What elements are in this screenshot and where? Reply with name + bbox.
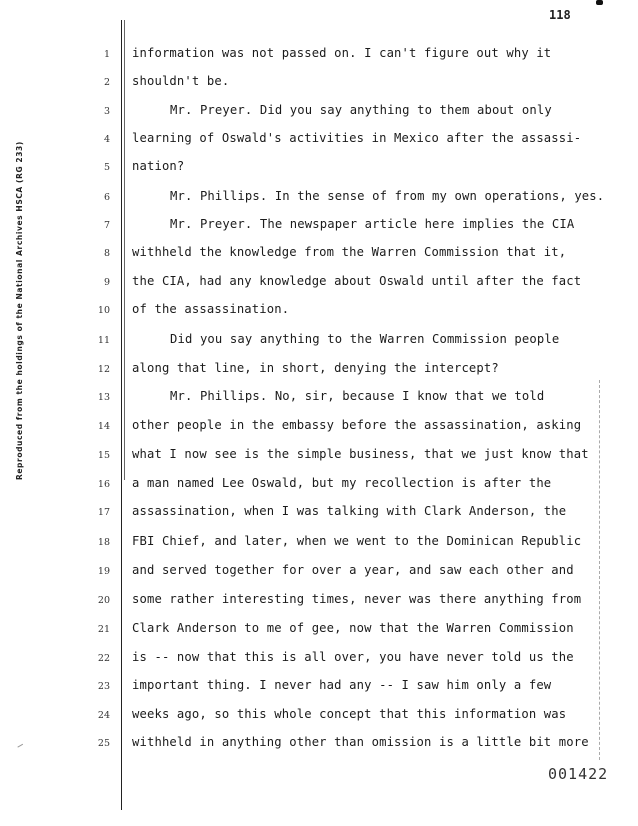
corner-ink-speck bbox=[596, 0, 603, 5]
line-number: 23 bbox=[97, 681, 110, 692]
transcript-line: Clark Anderson to me of gee, now that the Warren Commission bbox=[132, 621, 574, 635]
transcript-line: of the assassination. bbox=[132, 302, 290, 316]
line-number: 4 bbox=[103, 134, 110, 145]
transcript-line: Mr. Phillips. In the sense of from my own operations, yes. bbox=[170, 189, 605, 203]
line-number: 22 bbox=[97, 653, 110, 664]
transcript-line: a man named Lee Oswald, but my recollection is after the bbox=[132, 476, 552, 490]
transcript-line: nation? bbox=[132, 159, 185, 173]
transcript-line: assassination, when I was talking with Clark Anderson, the bbox=[132, 504, 567, 518]
transcript-line: withheld in anything other than omission is a little bit more bbox=[132, 735, 589, 749]
margin-rule-inner bbox=[124, 20, 125, 480]
line-number: 6 bbox=[103, 192, 110, 203]
line-number: 17 bbox=[97, 507, 110, 518]
right-margin-rule bbox=[599, 380, 600, 760]
transcript-line: withheld the knowledge from the Warren Commission that it, bbox=[132, 245, 567, 259]
line-number: 2 bbox=[103, 77, 110, 88]
line-number: 9 bbox=[103, 277, 110, 288]
transcript-line: FBI Chief, and later, when we went to the Dominican Republic bbox=[132, 534, 582, 548]
ink-smudge bbox=[17, 744, 24, 750]
transcript-line: information was not passed on. I can't figure out why it bbox=[132, 46, 552, 60]
margin-rule bbox=[121, 20, 122, 810]
line-number: 14 bbox=[97, 421, 110, 432]
archive-margin-note: Reproduced from the holdings of the National Archives HSCA (RG 233) bbox=[15, 141, 24, 480]
transcript-line: along that line, in short, denying the intercept? bbox=[132, 361, 499, 375]
line-number: 20 bbox=[97, 595, 110, 606]
line-number: 16 bbox=[97, 479, 110, 490]
line-number: 24 bbox=[97, 710, 110, 721]
transcript-line: learning of Oswald's activities in Mexico after the assassi- bbox=[132, 131, 582, 145]
line-number: 1 bbox=[103, 49, 110, 60]
transcript-line: other people in the embassy before the assassination, asking bbox=[132, 418, 582, 432]
transcript-line: what I now see is the simple business, that we just know that bbox=[132, 447, 589, 461]
line-number: 15 bbox=[97, 450, 110, 461]
transcript-line: Mr. Preyer. Did you say anything to them about only bbox=[170, 103, 552, 117]
document-id-stamp: 001422 bbox=[548, 765, 609, 783]
transcript-line: shouldn't be. bbox=[132, 74, 230, 88]
transcript-line: Mr. Preyer. The newspaper article here implies the CIA bbox=[170, 217, 575, 231]
page-number: 118 bbox=[549, 8, 571, 22]
line-number: 10 bbox=[97, 305, 110, 316]
line-number: 7 bbox=[103, 220, 110, 231]
line-number: 18 bbox=[97, 537, 110, 548]
line-number: 11 bbox=[97, 335, 110, 346]
transcript-line: some rather interesting times, never was there anything from bbox=[132, 592, 582, 606]
line-number: 21 bbox=[97, 624, 110, 635]
transcript-line: the CIA, had any knowledge about Oswald until after the fact bbox=[132, 274, 582, 288]
line-number: 3 bbox=[103, 106, 110, 117]
line-number: 12 bbox=[97, 364, 110, 375]
transcript-line: Mr. Phillips. No, sir, because I know that we told bbox=[170, 389, 545, 403]
line-number: 5 bbox=[103, 162, 110, 173]
transcript-line: Did you say anything to the Warren Commission people bbox=[170, 332, 560, 346]
transcript-line: weeks ago, so this whole concept that this information was bbox=[132, 707, 567, 721]
transcript-line: important thing. I never had any -- I saw him only a few bbox=[132, 678, 552, 692]
transcript-line: and served together for over a year, and saw each other and bbox=[132, 563, 574, 577]
transcript-line: is -- now that this is all over, you have never told us the bbox=[132, 650, 574, 664]
line-number: 13 bbox=[97, 392, 110, 403]
line-number: 25 bbox=[97, 738, 110, 749]
line-number: 19 bbox=[97, 566, 110, 577]
line-number: 8 bbox=[103, 248, 110, 259]
